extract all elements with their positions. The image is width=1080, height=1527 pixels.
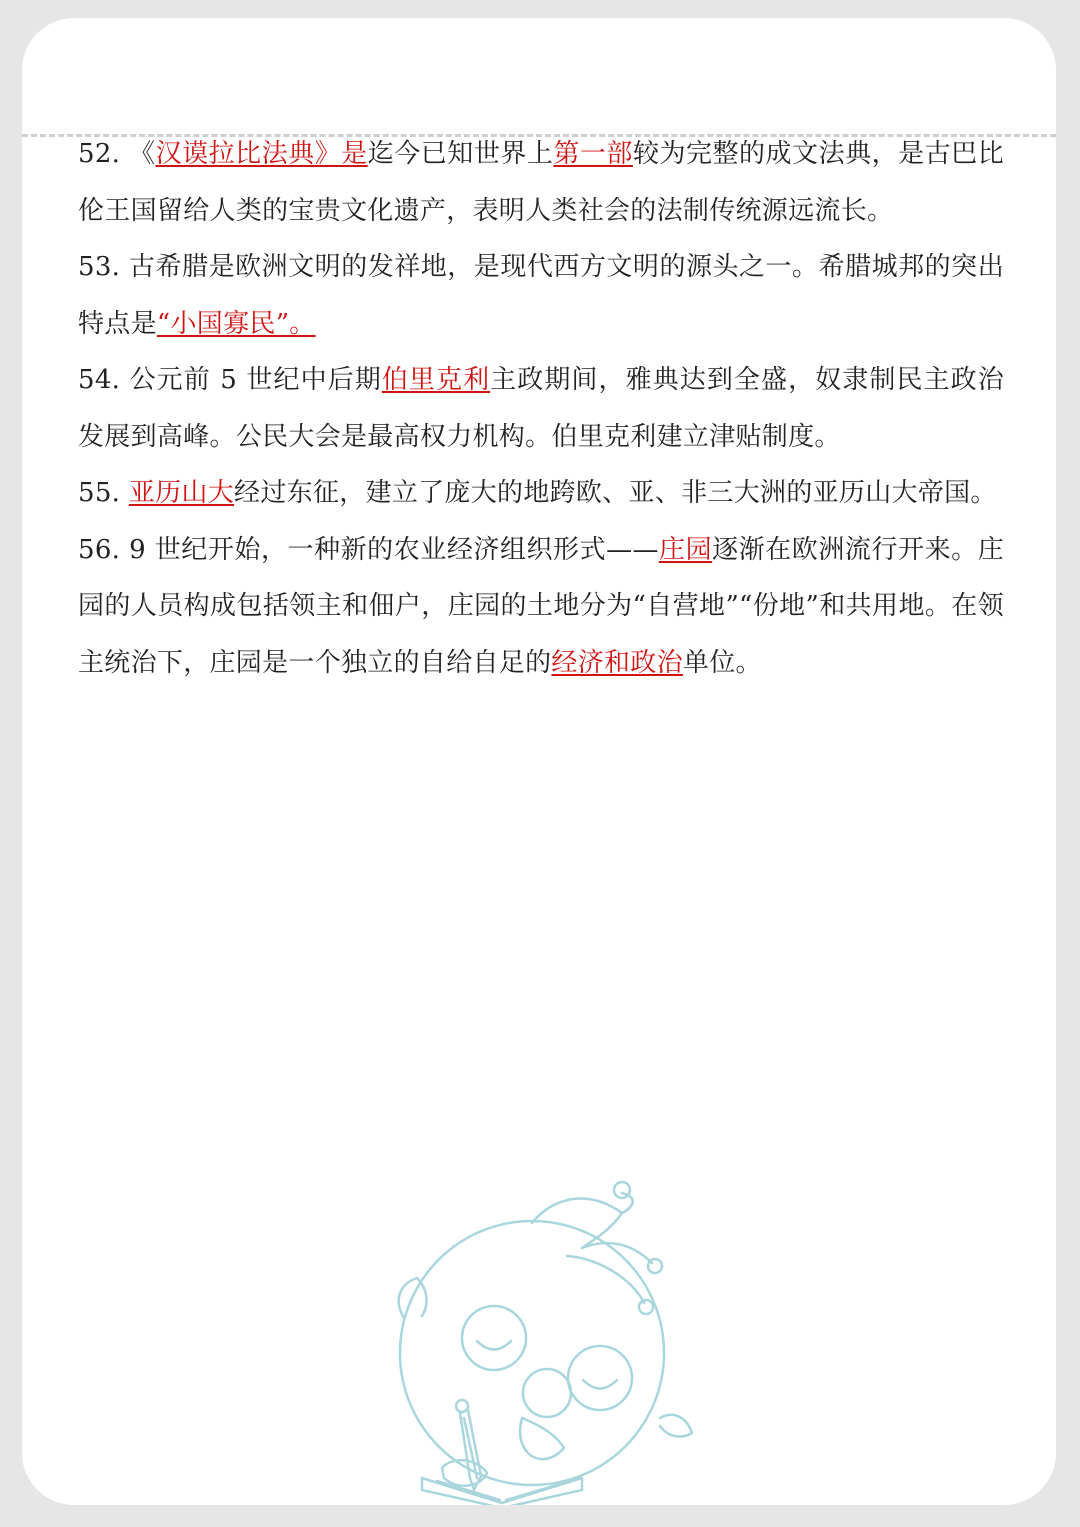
key-term-pericles: 伯里克利	[381, 365, 491, 395]
mascot-watermark-icon	[382, 1178, 702, 1505]
history-notes-content	[78, 126, 1004, 691]
key-term-small-state: “小国寡民”。	[156, 308, 316, 339]
document-page	[22, 18, 1056, 1505]
key-term-first: 第一部	[553, 139, 633, 169]
key-term-hammurabi-code: 汉谟拉比法典》是	[155, 139, 368, 169]
note-item-54: 54. 公元前 5 世纪中后期伯里克利主政期间，雅典达到全盛，奴隶制民主政治发展到高峰。公民大会是最高权力机构。伯里克利建立津贴制度。	[78, 365, 1005, 452]
note-item-52: 52. 《汉谟拉比法典》是迄今已知世界上第一部较为完整的成文法典，是古巴比伦王国留给人类的宝贵文化遗产，表明人类社会的法制传统源远流长。	[78, 139, 1004, 226]
key-term-economic-political: 经济和政治	[551, 647, 683, 678]
note-item-53: 53. 古希腊是欧洲文明的发祥地，是现代西方文明的源头之一。希腊城邦的突出特点是“小国寡民”。	[78, 252, 1004, 339]
note-item-56: 56. 9 世纪开始，一种新的农业经济组织形式——庄园逐渐在欧洲流行开来。庄园的人员构成包括领主和佃户，庄园的土地分为“自营地”“份地”和共用地。在领主统治下，庄园是一个独立的自给自足的经济和政治单位。	[78, 534, 1004, 678]
key-term-alexander: 亚历山大	[128, 478, 235, 508]
key-term-manor: 庄园	[658, 534, 713, 565]
note-item-55: 55. 亚历山大经过东征，建立了庞大的地跨欧、亚、非三大洲的亚历山大帝国。	[78, 478, 997, 508]
